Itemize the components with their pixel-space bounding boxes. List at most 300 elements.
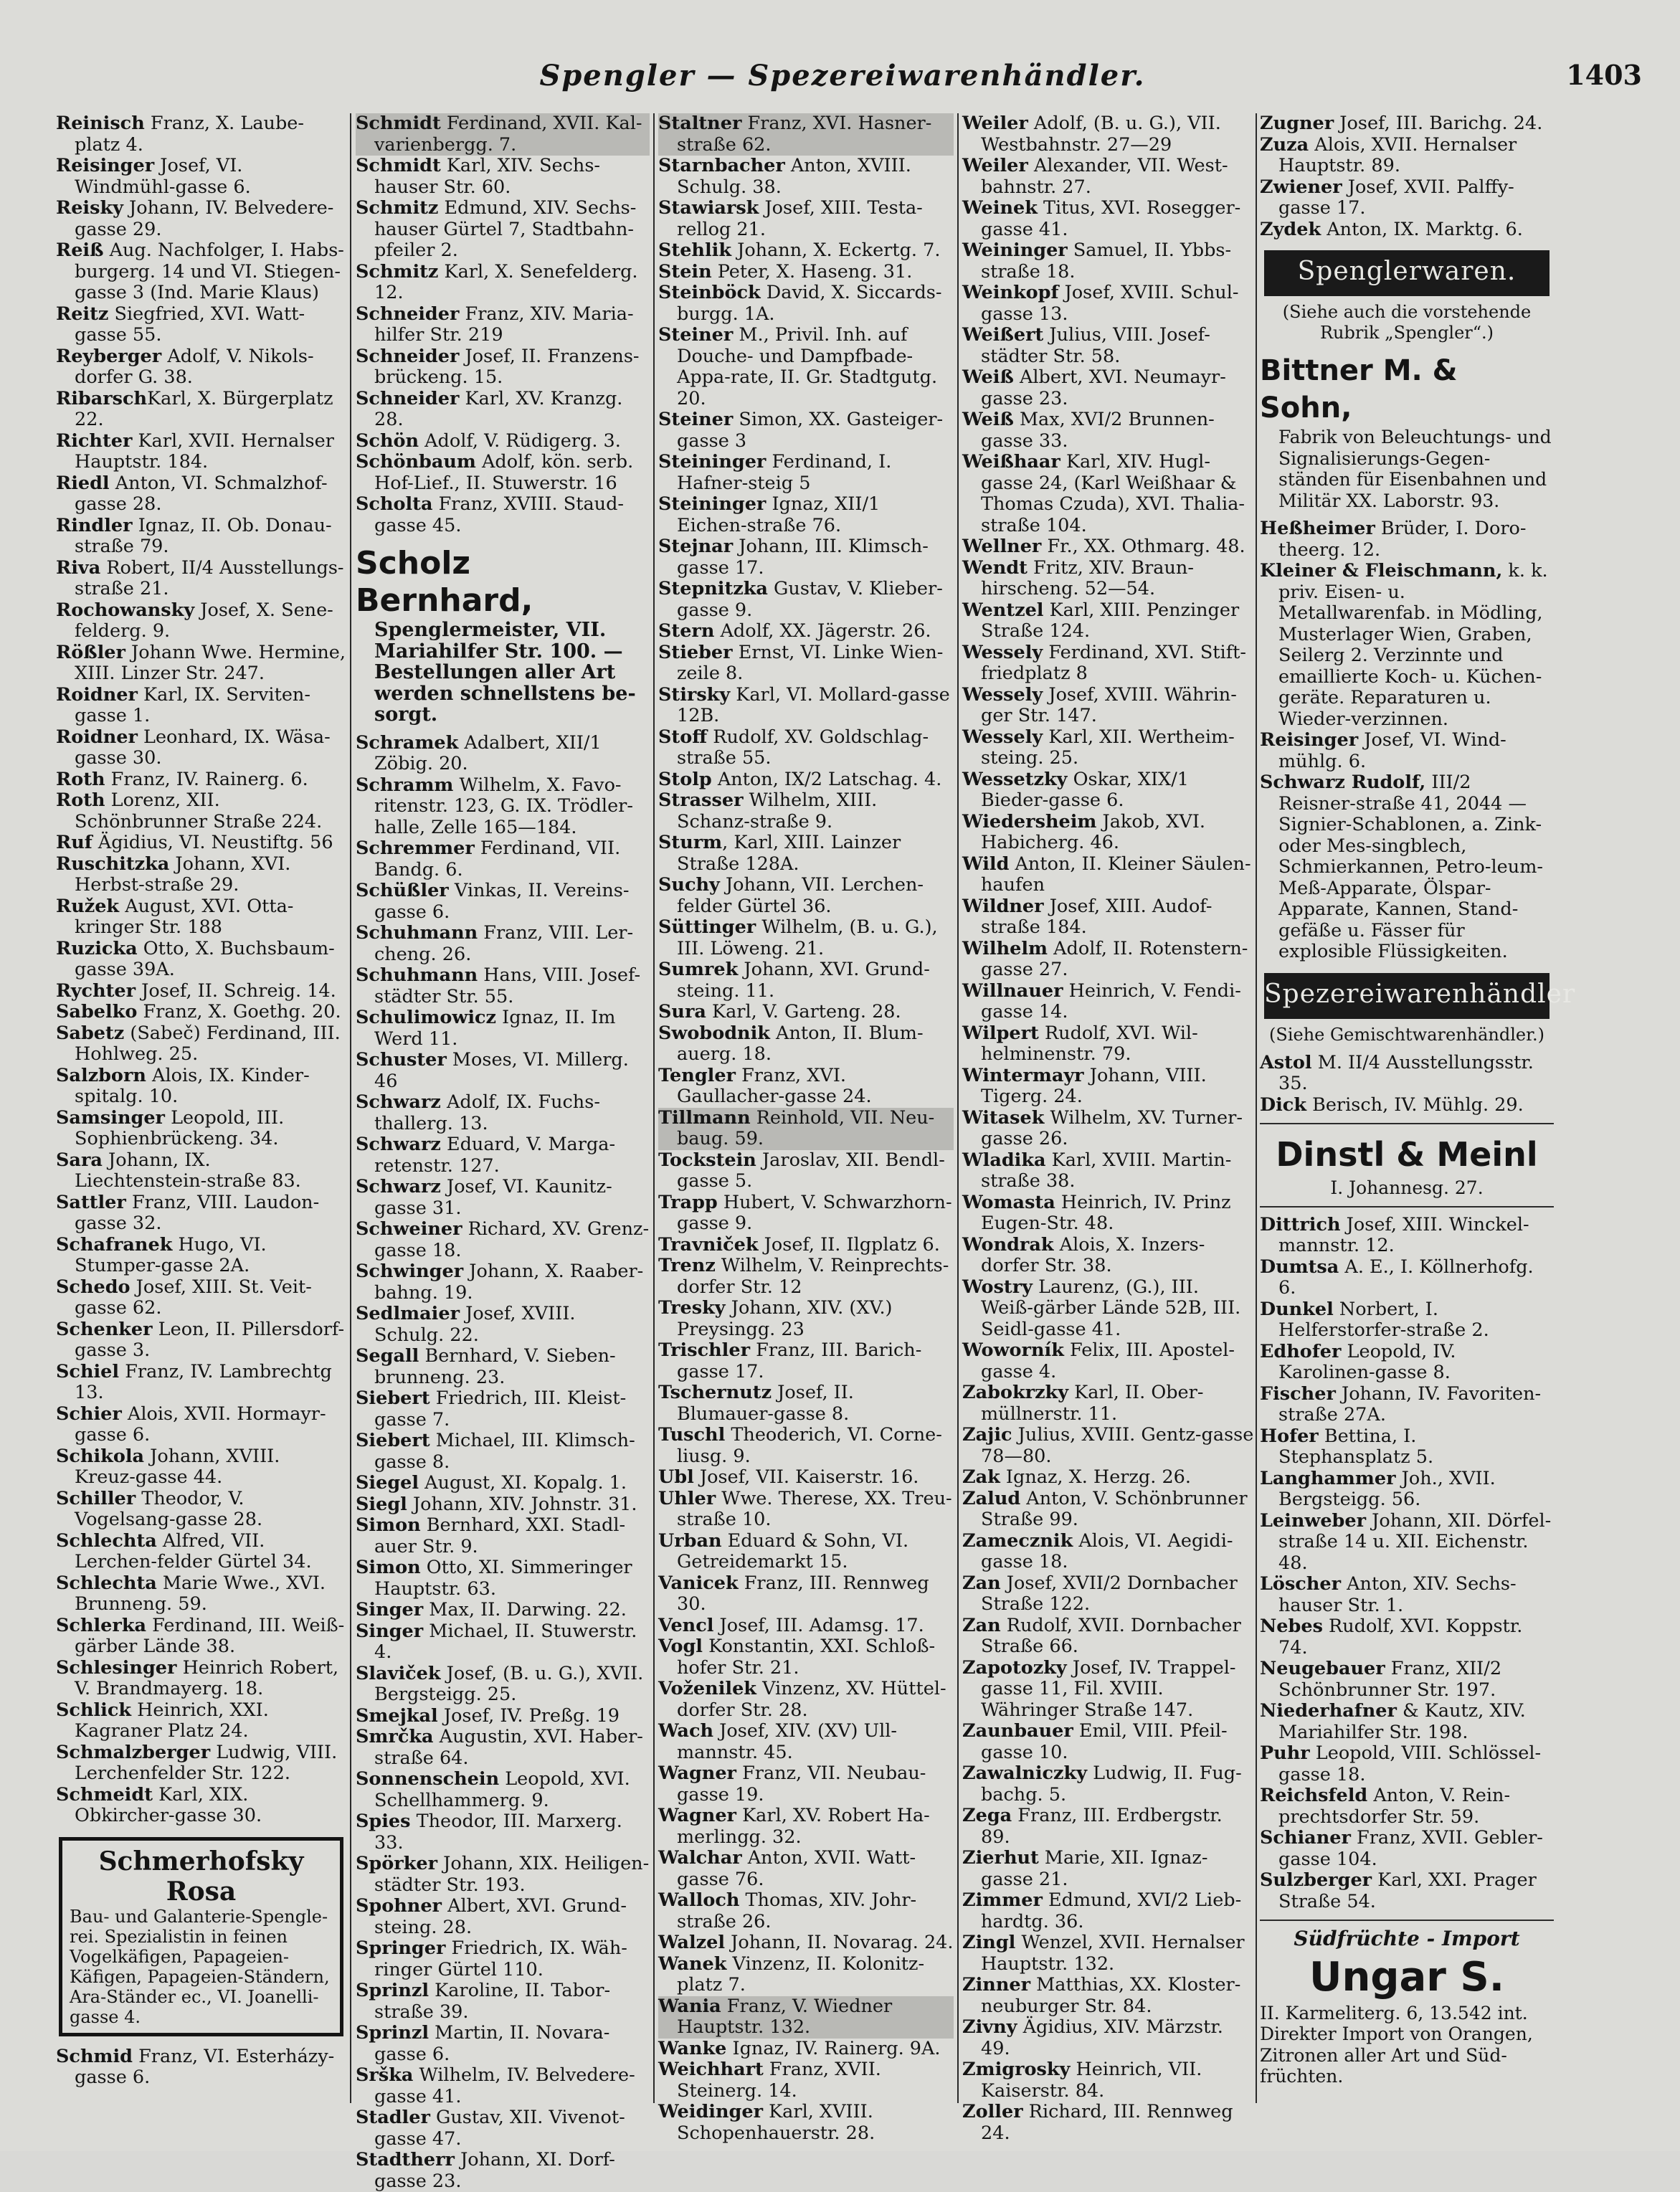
directory-entry: [658, 283, 954, 325]
entry-name: Edhofer: [1260, 1340, 1342, 1362]
directory-entry: [56, 832, 346, 854]
entry-details: Franz, IV. Lambrechtg 13.: [75, 1360, 332, 1403]
entry-details: Franz, V. Wiedner Hauptstr. 132.: [677, 1995, 893, 2038]
directory-entry: [356, 1854, 650, 1896]
entry-details: Simon, XX. Gasteiger-gasse 3: [677, 409, 944, 452]
ad-title: Schmerhofsky Rosa: [98, 1846, 304, 1907]
directory-entry: [56, 769, 346, 791]
entry-details: Johann, VII. Lerchen-felder Gürtel 36.: [677, 874, 924, 917]
directory-entry: [658, 198, 954, 240]
entry-details: Wilhelm, X. Favo-ritenstr. 123, G. IX. Trödler-halle, Zelle 165—184.: [374, 774, 633, 838]
entry-details: Max, XVI/2 Brunnen-gasse 33.: [981, 409, 1215, 452]
entry-name: Singer: [356, 1620, 424, 1642]
entry-name: Weinkopf: [962, 282, 1059, 303]
entry-name: Schwarz: [356, 1134, 441, 1155]
directory-entry: [56, 389, 346, 431]
entry-details: Karl, XIV. Hugl-gasse 24, (Karl Weißhaar & Thomas Czuda), XVI. Thalia-straße 104.: [981, 451, 1245, 536]
entry-details: Franz, XVI. Gaullacher-gasse 24.: [677, 1064, 872, 1107]
entry-details: Felix, III. Apostel-gasse 4.: [981, 1339, 1235, 1382]
entry-name: Nebes: [1260, 1615, 1323, 1637]
entry-name: Zabokrzky: [962, 1382, 1069, 1403]
entry-details: Anton, II. Blum-auerg. 18.: [677, 1022, 924, 1065]
directory-entry: [56, 304, 346, 346]
entry-details: Vinzenz, II. Kolonitz-platz 7.: [677, 1953, 925, 1996]
entry-name: Sprinzl: [356, 1980, 430, 2001]
directory-entry: [356, 113, 650, 156]
entry-name: Reisinger: [1260, 729, 1359, 751]
entry-name: Schikola: [56, 1445, 145, 1467]
entry-details: Ignaz, X. Herzg. 26.: [1000, 1466, 1191, 1488]
directory-entry: [658, 1531, 954, 1573]
entry-name: Zingl: [962, 1932, 1016, 1953]
entry-name: Zan: [962, 1572, 1001, 1594]
entry-name: Wendt: [962, 556, 1028, 579]
directory-entry: [356, 1261, 650, 1304]
entry-name: Springer: [356, 1937, 446, 1959]
directory-entry: [1260, 1511, 1554, 1575]
entry-details: Alexander, VII. West-bahnstr. 27.: [981, 155, 1228, 198]
entry-details: Adolf, IX. Fuchs-thallerg. 13.: [374, 1091, 600, 1134]
entry-details: Rudolf, XVII. Dornbacher Straße 66.: [981, 1614, 1241, 1657]
entry-name: Stepnitzka: [658, 578, 768, 599]
directory-entry: [962, 113, 1254, 156]
entry-details: Ludwig, II. Fug-bachg. 5.: [981, 1762, 1242, 1806]
entry-name: Schedo: [56, 1276, 130, 1298]
directory-entry: [658, 1467, 954, 1489]
directory-entry: [962, 1932, 1254, 1975]
entry-details: k. k. priv. Eisen- u. Metallwarenfab. in Mödling, Musterlager Wien, Graben, Seilerg 2. Verzinnte und emaillierte Koch- u. Küchen-geräte. Reparaturen u. Wieder-verzinnen.: [1278, 560, 1548, 730]
entry-details: Theoderich, VI. Corne-liusg. 9.: [677, 1424, 942, 1467]
entry-name: Zamecznik: [962, 1529, 1073, 1552]
directory-entry: [1260, 1342, 1554, 1384]
entry-name: Wania: [658, 1995, 721, 2017]
directory-entry: [962, 558, 1254, 600]
directory-entry: [658, 1763, 954, 1806]
directory-entry: [658, 832, 954, 875]
entry-name: Roth: [56, 789, 105, 811]
entry-details: Franz, VIII. Ler-cheng. 26.: [374, 922, 634, 965]
entry-name: Womasta: [962, 1191, 1055, 1213]
directory-entry: [56, 113, 346, 156]
entry-name: Stoff: [658, 726, 708, 748]
entry-details: August, XVI. Otta-kringer Str. 188: [75, 895, 294, 938]
directory-entry: [356, 1388, 650, 1431]
entry-name: Ruf: [56, 832, 92, 853]
entry-name: Riva: [56, 556, 101, 579]
entry-name: Weiß: [962, 366, 1014, 388]
entry-details: Josef, XVIII. Schul-gasse 13.: [981, 282, 1239, 325]
entry-name: Starnbacher: [658, 155, 785, 176]
entry-details: Siegfried, XVI. Watt-gasse 55.: [75, 303, 305, 346]
entry-name: Stawiarsk: [658, 197, 759, 219]
entry-details: Laurenz, (G.), III. Weiß-gärber Lände 52B, III. Seidl-gasse 41.: [981, 1276, 1241, 1340]
directory-entry: [1260, 1659, 1554, 1701]
directory-entry: [962, 1573, 1254, 1615]
directory-entry: [356, 1219, 650, 1261]
entry-name: Strasser: [658, 789, 744, 811]
entry-name: Zan: [962, 1614, 1001, 1636]
entry-name: Wiedersheim: [962, 810, 1097, 832]
directory-entry: [1260, 1616, 1554, 1659]
entry-name: Schmeidt: [56, 1783, 153, 1806]
entry-name: Wanek: [658, 1953, 727, 1975]
directory-entry: [356, 1706, 650, 1727]
directory-entry: [658, 1954, 954, 1996]
entry-name: Schwinger: [356, 1261, 464, 1282]
entry-name: Schönbaum: [356, 451, 476, 473]
directory-entry: [658, 1615, 954, 1637]
ad-text: Fabrik von Beleuchtungs- und Signalisierungs-Gegen-ständen für Eisenbahnen und Militär XX. Laborstr. 93.: [1278, 427, 1552, 511]
directory-entry: [356, 1896, 650, 1938]
directory-entry: [56, 1700, 346, 1742]
directory-entry: [56, 1235, 346, 1277]
directory-entry: [56, 854, 346, 896]
entry-details: Leopold, IV. Karolinen-gasse 8.: [1278, 1340, 1456, 1383]
entry-details: Eduard, V. Marga-retenstr. 127.: [374, 1134, 616, 1177]
ad-schmerhofsky: [59, 1837, 343, 2036]
entry-name: Zawalniczky: [962, 1762, 1088, 1784]
entry-name: Steiner: [658, 409, 734, 430]
directory-entry: [658, 1425, 954, 1467]
entry-name: Reiß: [56, 239, 104, 261]
entry-details: Franz, XVI. Hasner-straße 62.: [677, 113, 932, 156]
entry-name: Reisinger: [56, 155, 155, 176]
column-divider: [653, 113, 655, 2103]
entry-details: Johann, XIV. (XV.) Preysingg. 23: [677, 1297, 893, 1340]
entry-details: Josef, XIV. (XV) Ull-mannstr. 45.: [677, 1720, 897, 1763]
entry-name: Schiel: [56, 1360, 120, 1382]
entry-name: Zoller: [962, 2101, 1023, 2122]
directory-entry: [962, 283, 1254, 325]
entry-name: Vogl: [658, 1636, 703, 1657]
entry-name: Zmigrosky: [962, 2059, 1071, 2080]
entry-name: Schlesinger: [56, 1656, 177, 1679]
directory-entry: [962, 367, 1254, 409]
directory-entry: [658, 1150, 954, 1192]
directory-entry: [356, 262, 650, 304]
entry-details: Josef, II. Franzens-brückeng. 15.: [374, 345, 640, 388]
column-4: [962, 113, 1254, 2144]
directory-entry: [962, 1658, 1254, 1722]
directory-entry: [356, 1515, 650, 1557]
entry-name: Sonnenschein: [356, 1768, 500, 1790]
entry-name: Simon: [356, 1514, 421, 1536]
directory-entry: [658, 1848, 954, 1890]
entry-details: Max, II. Darwing. 22.: [423, 1599, 627, 1621]
directory-entry: [962, 1763, 1254, 1806]
directory-entry: [56, 685, 346, 727]
entry-name: Vencl: [658, 1614, 714, 1636]
entry-details: Wilhelm, XIII. Schanz-straße 9.: [677, 789, 878, 832]
entry-name: Wilhelm: [962, 937, 1048, 959]
directory-entry: [658, 875, 954, 917]
directory-entry: [658, 1340, 954, 1382]
entry-details: Martin, II. Novara-gasse 6.: [374, 2022, 610, 2065]
entry-details: Wilhelm, XV. Turner-gasse 26.: [981, 1106, 1243, 1149]
entry-name: Schianer: [1260, 1827, 1351, 1849]
directory-entry: [356, 198, 650, 262]
entry-details: Adalbert, XII/1 Zöbig. 20.: [374, 731, 602, 774]
entry-details: Adolf, V. Nikols-dorfer G. 38.: [75, 345, 314, 388]
entry-details: Karl, XVIII. Schopenhauerstr. 28.: [677, 2101, 875, 2144]
entry-details: Josef, II. Schreig. 14.: [136, 979, 336, 1002]
ad-scholz: [356, 545, 650, 726]
entry-details: Franz, XVII. Steinerg. 14.: [677, 2059, 881, 2102]
entry-details: Josef, III. Adamsg. 17.: [713, 1614, 924, 1636]
entry-details: Wenzel, XVII. Hernalser Hauptstr. 132.: [981, 1932, 1245, 1975]
entry-name: Woworník: [962, 1339, 1064, 1361]
entry-details: Hugo, VI. Stumper-gasse 2A.: [75, 1233, 267, 1276]
ad-text: Spenglermeister, VII. Mariahilfer Str. 100. — Bestellungen aller Art werden schnellstens be-sorgt.: [374, 619, 636, 726]
entry-name: Dick: [1260, 1093, 1306, 1116]
entry-name: Sattler: [56, 1191, 126, 1213]
directory-entry: [658, 536, 954, 579]
directory-entry: [56, 1658, 346, 1700]
entry-details: Josef, XVIII. Schulg. 22.: [374, 1303, 576, 1346]
directory-entry: [962, 981, 1254, 1023]
entry-name: Dittrich: [1260, 1213, 1341, 1235]
directory-entry: [658, 1382, 954, 1425]
entry-details: Albert, XVI. Grund-steing. 28.: [374, 1895, 627, 1938]
entry-name: Vanicek: [658, 1572, 739, 1594]
entry-details: Leon, II. Pillersdorf-gasse 3.: [75, 1318, 345, 1361]
entry-name: Neugebauer: [1260, 1658, 1385, 1679]
entry-details: Ferdinand, VII. Bandg. 6.: [374, 838, 621, 881]
entry-name: Witasek: [962, 1106, 1045, 1129]
directory-entry: [356, 1938, 650, 1980]
directory-entry: [962, 452, 1254, 536]
directory-entry: [1260, 1053, 1554, 1095]
entry-name: Stern: [658, 620, 715, 642]
entry-name: Schmitz: [356, 197, 439, 219]
directory-entry: [658, 156, 954, 198]
entry-details: Anton, VI. Schmalzhof-gasse 28.: [75, 472, 328, 515]
entry-name: Wessetzky: [962, 768, 1068, 790]
entry-details: Karl, XVIII. Martin-straße 38.: [981, 1149, 1232, 1192]
entry-details: David, X. Siccards-burgg. 1A.: [677, 282, 942, 325]
entry-details: Johann, X. Raaber-bahng. 19.: [374, 1261, 644, 1304]
entry-details: Johann Wwe. Hermine, XIII. Linzer Str. 247.: [75, 641, 346, 684]
entry-name: Schmid: [56, 2045, 133, 2067]
entry-name: Ruschitzka: [56, 853, 170, 875]
entry-name: Stein: [658, 260, 712, 283]
directory-entry: [356, 775, 650, 839]
directory-entry: [356, 1600, 650, 1621]
directory-entry: [962, 2102, 1254, 2144]
directory-entry: [962, 1615, 1254, 1658]
entry-details: Josef, II. Ilgplatz 6.: [758, 1233, 940, 1256]
directory-entry: [1260, 1574, 1554, 1616]
entry-details: Adolf, II. Rotenstern-gasse 27.: [981, 937, 1248, 980]
entry-details: (Sabeč) Ferdinand, III. Hohlweg. 25.: [75, 1022, 341, 1065]
entry-name: Sulzberger: [1260, 1869, 1372, 1891]
entry-name: Zivny: [962, 2016, 1017, 2038]
entry-details: Franz, III. Erdbergstr. 89.: [981, 1805, 1223, 1848]
entry-details: Karl, XIX. Obkircher-gasse 30.: [75, 1783, 262, 1826]
entry-details: Emil, VIII. Pfeil-gasse 10.: [981, 1720, 1228, 1763]
entry-details: Josef, VI. Wind-mühlg. 6.: [1278, 729, 1506, 772]
entry-name: Travniček: [658, 1233, 759, 1256]
entry-name: Süttinger: [658, 916, 756, 938]
entry-details: A. E., I. Köllnerhofg. 6.: [1278, 1256, 1534, 1299]
directory-entry: [356, 1769, 650, 1811]
directory-entry: [56, 1531, 346, 1573]
entry-name: Schmidt: [356, 155, 441, 176]
ad-ungar-text: II. Karmeliterg. 6, 13.542 int. Direkter Import von Orangen, Zitronen aller Art und Süd-früchten.: [1260, 2002, 1533, 2087]
column-divider: [957, 113, 959, 2103]
entry-details: Wilhelm, IV. Belvedere-gasse 41.: [374, 2064, 635, 2107]
entry-name: Zak: [962, 1466, 1000, 1488]
entry-name: Schweiner: [356, 1218, 462, 1240]
entry-name: Srška: [356, 2064, 414, 2086]
entry-details: Karl, XII. Wertheim-steing. 25.: [981, 726, 1235, 769]
entry-name: Tockstein: [658, 1149, 756, 1171]
directory-entry: [962, 727, 1254, 769]
entry-details: Karl, XXI. Prager Straße 54.: [1278, 1869, 1537, 1912]
directory-entry: [356, 431, 650, 452]
entry-name: Weininger: [962, 239, 1068, 261]
entry-details: Franz, III. Rennweg 30.: [677, 1572, 929, 1615]
directory-entry: [356, 1050, 650, 1092]
entry-name: Sabelko: [56, 1001, 138, 1023]
entry-details: Alfred, VII. Lerchen-felder Gürtel 34.: [75, 1529, 312, 1572]
directory-entry: [962, 198, 1254, 240]
entry-details: Adolf, XX. Jägerstr. 26.: [714, 620, 931, 642]
directory-entry: [356, 733, 650, 775]
entry-details: Johann, XVI. Herbst-straße 29.: [75, 853, 291, 896]
entry-name: Siegl: [356, 1493, 407, 1515]
entry-name: Schramek: [356, 731, 459, 754]
directory-entry: [356, 965, 650, 1007]
entry-name: Zierhut: [962, 1847, 1039, 1869]
divider: [1260, 1920, 1554, 1921]
directory-entry: [56, 1446, 346, 1489]
directory-entry: [56, 1277, 346, 1319]
directory-entry: [56, 981, 346, 1002]
entry-name: Schwarz: [356, 1176, 441, 1197]
entry-details: Wilhelm, V. Reinprechts-dorfer Str. 12: [677, 1255, 949, 1298]
entry-name: Richter: [56, 430, 133, 452]
directory-entry: [56, 516, 346, 558]
entry-details: Ernst, VI. Linke Wien-zeile 8.: [677, 641, 944, 684]
entry-name: Astol: [1260, 1051, 1312, 1073]
entry-details: Hubert, V. Schwarzhorn-gasse 9.: [677, 1191, 952, 1234]
directory-entry: [356, 156, 650, 198]
entry-details: Josef, XVII. Palffy-gasse 17.: [1278, 176, 1514, 219]
entry-details: Franz, XIV. Maria-hilfer Str. 219: [374, 303, 634, 346]
entry-name: Rochowansky: [56, 599, 195, 621]
entry-name: Zinner: [962, 1974, 1031, 1996]
entry-name: Zydek: [1260, 218, 1321, 240]
entry-details: Fritz, XIV. Braun-hirscheng. 52—54.: [981, 556, 1194, 599]
entry-details: M. II/4 Ausstellungsstr. 35.: [1278, 1051, 1534, 1094]
entry-details: Samuel, II. Ybbs-straße 18.: [981, 239, 1232, 283]
entry-details: Karl, IX. Serviten-gasse 1.: [75, 683, 310, 726]
entry-name: Sumrek: [658, 959, 739, 980]
column-3: [658, 113, 954, 2144]
directory-entry: [1260, 561, 1554, 730]
entry-name: Smejkal: [356, 1704, 438, 1727]
entry-details: Bernhard, XXI. Stadl-auer Str. 9.: [374, 1514, 626, 1557]
section-note: (Siehe Gemischtwarenhändler.): [1269, 1024, 1544, 1045]
entry-details: Josef, IV. Trappel-gasse 11, Fil. XVIII. Währinger Straße 147.: [981, 1656, 1236, 1721]
entry-name: Dumtsa: [1260, 1256, 1339, 1278]
directory-entry: [962, 536, 1254, 558]
directory-entry: [962, 769, 1254, 812]
entry-details: Julius, XVIII. Gentz-gasse 78—80.: [981, 1424, 1254, 1467]
entry-name: Suchy: [658, 874, 720, 896]
entry-details: Franz, XII/2 Schönbrunner Str. 197.: [1278, 1658, 1502, 1701]
entry-details: Franz, VI. Esterházy-gasse 6.: [75, 2045, 335, 2088]
entry-details: Johann, XVIII. Kreuz-gasse 44.: [75, 1445, 280, 1488]
entry-details: Heinrich, V. Fendi-gasse 14.: [981, 979, 1241, 1023]
directory-entry: [962, 1277, 1254, 1341]
directory-entry: [356, 1431, 650, 1473]
directory-entry: [962, 1467, 1254, 1489]
directory-entry: [56, 1150, 346, 1192]
entry-name: Kleiner & Fleischmann,: [1260, 560, 1503, 582]
directory-entry: [356, 881, 650, 923]
entry-name: Zwiener: [1260, 176, 1342, 198]
entry-name: Staltner: [658, 113, 742, 134]
entry-details: Anton, XVIII. Schulg. 38.: [677, 155, 911, 198]
directory-entry: [356, 1007, 650, 1050]
directory-entry: [658, 621, 954, 642]
entry-name: Trischler: [658, 1339, 751, 1361]
directory-entry: [1260, 1299, 1554, 1342]
entry-details: Wwe. Therese, XX. Treu-straße 10.: [677, 1487, 952, 1530]
entry-name: Sedlmaier: [356, 1303, 460, 1324]
entry-details: Josef, XIII. Testa-rellog 21.: [677, 197, 923, 240]
entry-name: Scholta: [356, 493, 433, 515]
entry-details: Karl, XV. Robert Ha-merlingg. 32.: [677, 1805, 930, 1848]
entry-name: Puhr: [1260, 1742, 1310, 1764]
entry-name: Stolp: [658, 768, 712, 790]
page-header: [43, 59, 1642, 102]
entry-details: Anton, XVII. Watt-gasse 76.: [677, 1847, 916, 1890]
directory-entry: [962, 1340, 1254, 1382]
entry-details: Josef, IV. Preßg. 19: [437, 1704, 620, 1727]
entry-name: Zalud: [962, 1487, 1021, 1509]
directory-entry: [962, 1192, 1254, 1235]
directory-entry: [1260, 1095, 1554, 1116]
entry-name: Urban: [658, 1529, 722, 1552]
directory-entry: [56, 642, 346, 685]
entry-name: Spies: [356, 1811, 411, 1832]
directory-entry: [356, 2023, 650, 2065]
directory-entry: [962, 1721, 1254, 1763]
entry-name: Sara: [56, 1149, 103, 1171]
entry-details: Hans, VIII. Josef-städter Str. 55.: [374, 964, 641, 1007]
directory-entry: [962, 409, 1254, 452]
entry-name: Tuschl: [658, 1424, 726, 1446]
entry-name: Smrčka: [356, 1726, 434, 1747]
directory-entry: [658, 959, 954, 1002]
entry-name: Leinweber: [1260, 1509, 1367, 1532]
entry-details: Theodor, III. Marxerg. 33.: [374, 1811, 622, 1854]
entry-name: Walloch: [658, 1889, 740, 1911]
entry-details: Josef, (B. u. G.), XVII. Bergsteigg. 25.: [374, 1662, 644, 1705]
directory-entry: [658, 1108, 954, 1150]
entry-details: Karoline, II. Tabor-straße 39.: [374, 1980, 611, 2023]
entry-details: Johann, IX. Liechtenstein-straße 83.: [75, 1149, 301, 1192]
entry-details: Johann, XII. Dörfel-straße 14 u. XII. Eichenstr. 48.: [1278, 1509, 1552, 1574]
column-divider: [350, 113, 351, 2103]
entry-details: Anton, IX/2 Latschag. 4.: [711, 768, 942, 790]
entry-name: Schmalzberger: [56, 1741, 211, 1763]
entry-name: Ružek: [56, 895, 120, 917]
directory-entry: [356, 1473, 650, 1494]
